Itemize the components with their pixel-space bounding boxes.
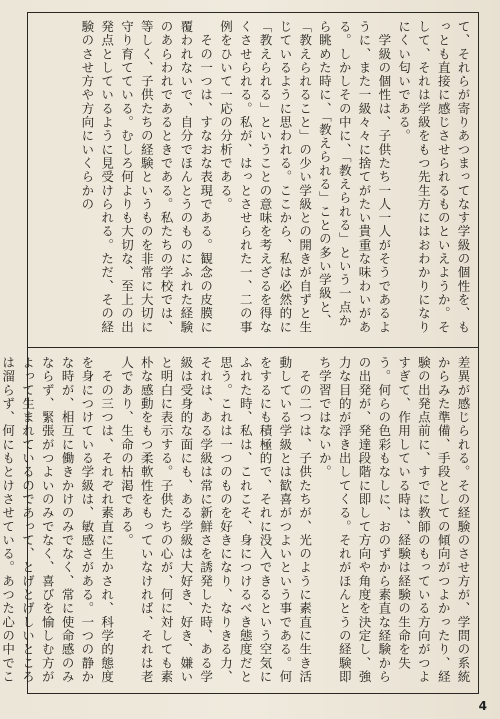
upper-text-column: て、それらが寄りあつまってなす学級の個性を、もっとも直接に感じさせられるものといえようか。そして、それは学級をもつ先生方にはおわかりになりにくい匂いである。 学級の個性は、子供たち一人一人がそうであるように、また一級々々に捨てがたい貴重な味わいがある。しかしその中に、「教えられる」という一点から眺めた時に、「教えられる」ことの多い学級と、「教えられること」の少い学級との開きが自ずと生じているように思われる。ここから、私は必然的に「教えられる」ということの意味を考えざるを得なくさせられる。私が、はっとさせられた一、二の事例をひいて一応の分析である。 その一つは、すなおな表現である。観念の皮膜に覆われないで、自分でほんとうのものにふれた経験のあらわれであるときである。私たちの学校では、等しく、子供たちの経験というものを非常に大切に守り育てている。むしろ何よりも大切な、至上の出発点としているように見受けられる。ただ、その経験のさせ方や方向にいくらかの — [79, 20, 471, 334]
page-number: 4 — [478, 699, 487, 713]
tier-divider — [28, 347, 478, 348]
lower-text-column: 差異が感じられる。その経験のさせ方が、学問の系統からみた準備、手段としての傾向がつよかったり、経験の出発点前に、すでに教師のもっている方向がつよすぎて、作用している時は、経験は経験の生命を失う。何らの色彩もなしに、おのずから素直な経験からの出発が、発達段階に即して方向や角度を決定し、強力な目的が浮き出してくる。それがほんとうの経験即ち学習ではないか。 その二つは、子供たちが、光のように素直に生き活動している学級とは歓喜がつよいという事である。何をするにも積極的で、それに没入できるという空気にふれた時、私は、これこそ、身につけるべき態度だと思う。これは一つのものを好きになり、なりきる力、それは、ある学級は常に新鮮さを誘発した時、ある学級は受身的な面にも、ある学級は大好き、好き、嫌いと明白に表示する。子供たちの心が、何に対しても素朴な感動をもつ柔軟性をもっていなければ、それは老人であり、生命の枯渇である。 その三つは、それぞれ素直に生かされ、科学的態度を身につけている学級は、敏感さがある。一つの静かな時が、相互に働きかけのみでなく、常に使命感のみならず、緊張がつよいのみでなく、喜びを愉しむ方がよって生まれているのであって、とげとげしいところは溜らず、何にもとけさせている。あつた心の中でこ — [0, 356, 471, 684]
